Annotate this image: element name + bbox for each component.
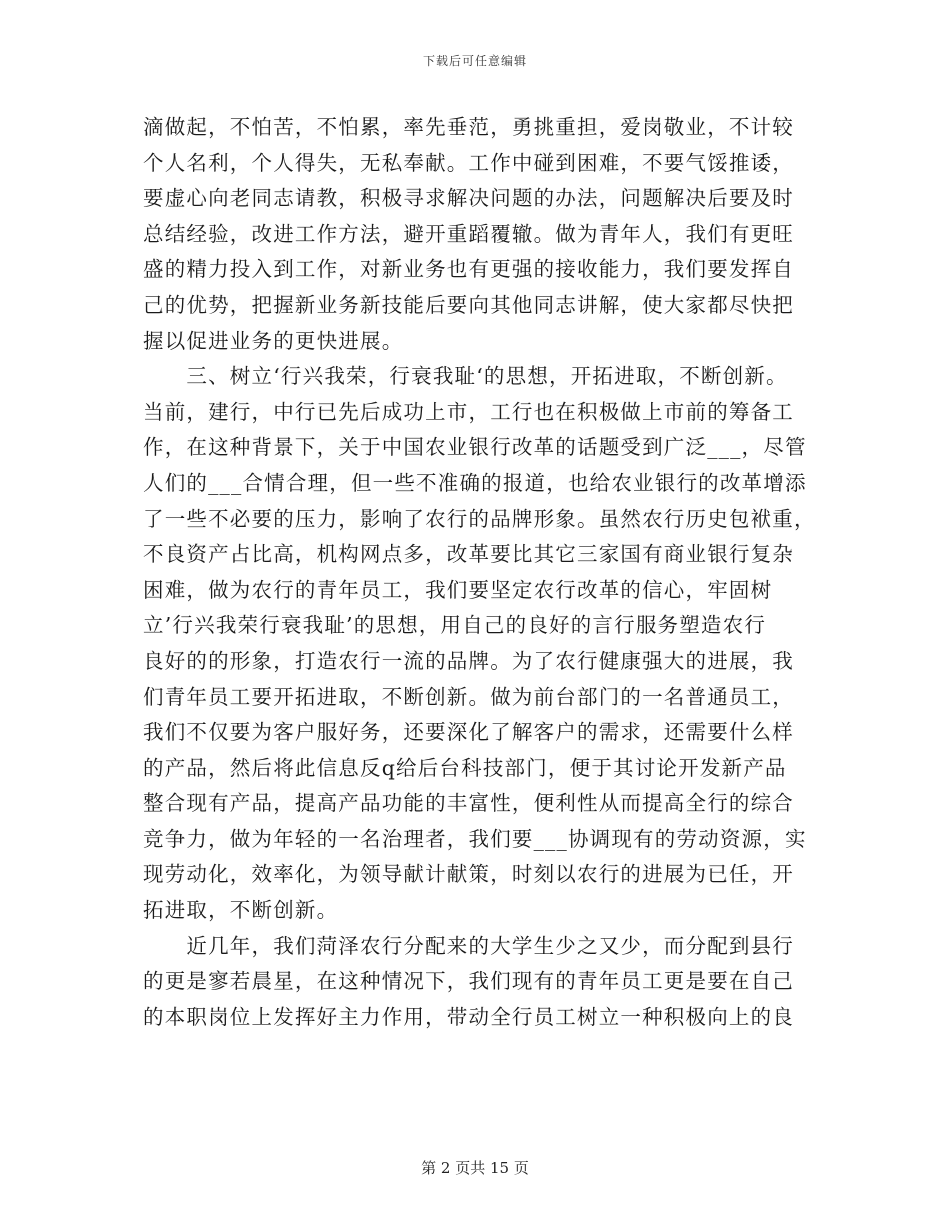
text-line: 近几年，我们菏泽农行分配来的大学生少之又少，而分配到县行 (143, 933, 794, 958)
text-line: 立’行兴我荣行衰我耻’的思想，用自己的良好的言行服务塑造农行 (143, 613, 767, 638)
text-line: 整合现有产品，提高产品功能的丰富性，便利性从而提高全行的综合 (143, 791, 794, 816)
text-line: 了一些不必要的压力，影响了农行的品牌形象。虽然农行历史包袱重， (143, 506, 816, 531)
text-line: 三、树立‘行兴我荣，行衰我耻‘的思想，开拓进取，不断创新。 (143, 364, 788, 389)
page-header: 下载后可任意编辑 (422, 54, 527, 68)
text-line: 良好的的形象，打造农行一流的品牌。为了农行健康强大的进展，我 (143, 648, 794, 673)
page-number-footer: 第 2 页共 15 页 (421, 1159, 529, 1177)
text-line: 作，在这种背景下，关于中国农业银行改革的话题受到广泛___，尽管 (143, 435, 807, 460)
text-line: 的更是寥若晨星，在这种情况下，我们现有的青年员工更是要在自己 (143, 969, 794, 994)
text-line: 总结经验，改进工作方法，避开重蹈覆辙。做为青年人，我们有更旺 (143, 221, 794, 246)
text-line: 们青年员工要开拓进取，不断创新。做为前台部门的一名普通员工， (143, 684, 794, 709)
text-line: 困难，做为农行的青年员工，我们要坚定农行改革的信心，牢固树 (143, 577, 773, 602)
text-line: 握以促进业务的更快进展。 (143, 328, 404, 353)
text-line: 的本职岗位上发挥好主力作用，带动全行员工树立一种积极向上的良 (143, 1004, 794, 1029)
text-line: 人们的___合情合理，但一些不准确的报道，也给农业银行的改革增添 (143, 470, 807, 495)
text-line: 我们不仅要为客户服好务，还要深化了解客户的需求，还需要什么样 (143, 720, 794, 745)
text-line: 要虚心向老同志请教，积极寻求解决问题的办法，问题解决后要及时 (143, 186, 794, 211)
text-line: 竞争力，做为年轻的一名治理者，我们要___协调现有的劳动资源，实 (143, 826, 807, 851)
text-line: 拓进取，不断创新。 (143, 898, 339, 923)
text-line: 当前，建行，中行已先后成功上市，工行也在积极做上市前的筹备工 (143, 399, 794, 424)
text-line: 不良资产占比高，机构网点多，改革要比其它三家国有商业银行复杂 (143, 542, 794, 567)
text-line: 现劳动化，效率化，为领导献计献策，时刻以农行的进展为已任，开 (143, 862, 794, 887)
text-line: 己的优势，把握新业务新技能后要向其他同志讲解，使大家都尽快把 (143, 292, 794, 317)
text-line: 盛的精力投入到工作，对新业务也有更强的接收能力，我们要发挥自 (143, 257, 794, 282)
text-line: 个人名利，个人得失，无私奉献。工作中碰到困难，不要气馁推诿， (143, 150, 794, 175)
text-line: 的产品，然后将此信息反q给后台科技部门，便于其讨论开发新产品 (143, 755, 787, 780)
text-line: 滴做起，不怕苦，不怕累，率先垂范，勇挑重担，爱岗敬业，不计较 (143, 115, 794, 139)
document-body (143, 110, 816, 1035)
